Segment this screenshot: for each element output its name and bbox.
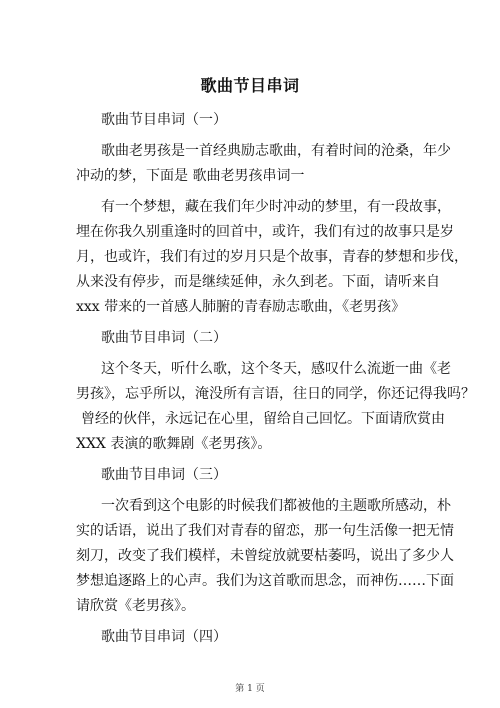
text-line: 曾经的伙伴，永远记在心里，留给自己回忆。下面请欣赏由 [81, 411, 445, 427]
text-line: 这个冬天，听什么歌，这个冬天，感叹什么流逝一曲《老 [101, 361, 451, 377]
text-line: 埋在你我久别重逢时的回首中，或许，我们有过的故事只是岁 [76, 224, 454, 240]
text-line: 一次看到这个电影的时候我们都被他的主题歌所感动，朴 [101, 498, 451, 514]
section-heading-2: 歌曲节目串词（二） [101, 330, 227, 346]
document-body [76, 108, 475, 656]
text-line: 歌曲老男孩是一首经典励志歌曲，有着时间的沧桑，年少 [101, 143, 451, 159]
text-line: xxx 带来的一首感人肺腑的青春励志歌曲，《老男孩》 [76, 299, 406, 315]
paragraph [76, 195, 468, 320]
text-line: 从来没有停步，而是继续延伸，永久到老。下面，请听来自 [76, 274, 440, 290]
document-title: 歌曲节目串词 [200, 76, 300, 95]
text-line: 男孩》，忘乎所以，淹没所有言语，往日的同学，你还记得我吗？ [76, 386, 475, 402]
paragraph [76, 494, 454, 619]
text-line: 刻刀，改变了我们模样，未曾绽放就要枯萎吗，说出了多少人 [76, 548, 454, 564]
paragraph [76, 357, 475, 457]
text-line: 冲动的梦，下面是 歌曲老男孩串词一 [76, 168, 305, 184]
text-line: 请欣赏《老男孩》。 [76, 598, 195, 614]
text-line: 梦想追逐路上的心声。我们为这首歌而思念，而神伤……下面 [76, 573, 454, 589]
page-number: 第 1 页 [235, 684, 265, 694]
text-line: 实的话语，说出了我们对青春的留恋，那一句生活像一把无情 [76, 523, 454, 539]
paragraph [76, 139, 451, 189]
text-line: XXX 表演的歌舞剧《老男孩》。 [76, 436, 272, 452]
text-line: 有一个梦想，藏在我们年少时冲动的梦里，有一段故事， [101, 199, 451, 215]
text-line: 月，也或许，我们有过的岁月只是个故事，青春的梦想和步伐， [76, 249, 468, 265]
section-heading-3: 歌曲节目串词（三） [101, 467, 227, 483]
section-heading-1: 歌曲节目串词（一） [101, 112, 227, 128]
section-heading-4: 歌曲节目串词（四） [101, 629, 227, 645]
